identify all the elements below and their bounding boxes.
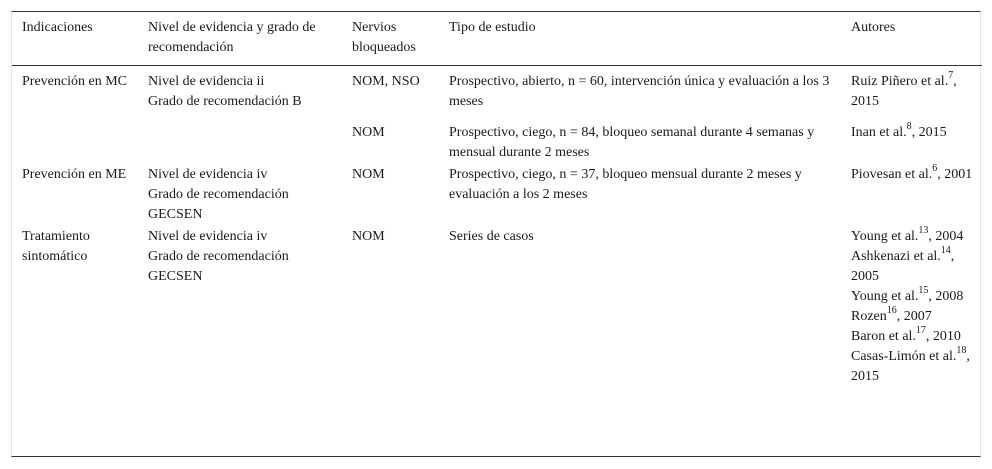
author-entry	[851, 247, 982, 287]
author-ref: 16	[886, 305, 897, 317]
author-year: , 2015	[911, 125, 947, 140]
author-name: Young et al.	[851, 229, 919, 244]
author-entry	[851, 327, 982, 347]
header-nivel: Nivel de evidencia y grado de recomendación	[138, 12, 342, 66]
cell-indicacion: Prevención en MC	[22, 74, 127, 89]
author-name: Ashkenazi et al.	[851, 249, 941, 264]
cell-autores	[841, 225, 982, 387]
author-name: Inan et al.	[851, 125, 907, 140]
header-autores: Autores	[841, 12, 982, 66]
author-ref: 18	[956, 345, 967, 357]
author-year: , 2001	[937, 167, 973, 182]
table-row	[12, 225, 982, 387]
cell-autores	[841, 66, 982, 113]
author-entry	[851, 227, 982, 247]
author-name: Ruiz Piñero et al.	[851, 74, 949, 89]
cell-nervios: NOM	[352, 229, 385, 244]
cell-tipo: Series de casos	[449, 229, 534, 244]
evidence-table	[12, 12, 982, 387]
author-year: , 2007	[896, 309, 932, 324]
cell-nervios: NOM, NSO	[352, 74, 420, 89]
nivel-evidencia: Nivel de evidencia ii	[148, 74, 265, 89]
author-ref: 15	[918, 285, 929, 297]
cell-nivel	[138, 225, 342, 387]
header-indicaciones: Indicaciones	[12, 12, 138, 66]
author-ref: 17	[915, 325, 926, 337]
cell-autores	[841, 163, 982, 225]
author-ref: 6	[932, 163, 938, 175]
grado-recomendacion: Grado de recomendación GECSEN	[148, 187, 289, 222]
cell-tipo: Prospectivo, ciego, n = 37, bloqueo mensual durante 2 meses y evaluación a los 2 meses	[449, 167, 802, 202]
grado-recomendacion: Grado de recomendación B	[148, 94, 302, 109]
cell-nervios: NOM	[352, 125, 385, 140]
table-row	[12, 112, 982, 163]
cell-nivel	[138, 163, 342, 225]
nivel-evidencia: Nivel de evidencia iv	[148, 167, 268, 182]
evidence-table-container	[11, 11, 981, 457]
cell-tipo: Prospectivo, abierto, n = 60, intervención única y evaluación a los 3 meses	[449, 74, 830, 109]
cell-nivel	[138, 112, 342, 163]
nivel-evidencia: Nivel de evidencia iv	[148, 229, 268, 244]
author-name: Young et al.	[851, 289, 919, 304]
cell-indicacion	[12, 112, 138, 163]
author-entry	[851, 287, 982, 307]
cell-indicacion: Prevención en ME	[22, 167, 127, 182]
author-ref: 13	[918, 225, 929, 237]
cell-autores	[841, 112, 982, 163]
author-entry	[851, 72, 982, 112]
cell-nivel	[138, 66, 342, 113]
author-ref: 7	[948, 70, 954, 82]
cell-indicacion: Tratamiento sintomático	[22, 229, 90, 264]
author-name: Casas-Limón et al.	[851, 349, 957, 364]
header-tipo: Tipo de estudio	[439, 12, 841, 66]
author-year: , 2005	[851, 249, 955, 284]
author-entry	[851, 307, 982, 327]
author-ref: 8	[906, 121, 912, 133]
author-year: , 2004	[928, 229, 964, 244]
author-ref: 14	[940, 245, 951, 257]
author-entry	[851, 165, 982, 185]
header-nervios: Nervios bloqueados	[342, 12, 439, 66]
cell-nervios: NOM	[352, 167, 385, 182]
author-year: , 2015	[851, 74, 957, 109]
header-row	[12, 12, 982, 66]
cell-tipo: Prospectivo, ciego, n = 84, bloqueo semanal durante 4 semanas y mensual durante 2 meses	[449, 125, 815, 160]
author-year: , 2015	[851, 349, 970, 384]
table-row	[12, 163, 982, 225]
author-year: , 2008	[928, 289, 964, 304]
author-year: , 2010	[925, 329, 961, 344]
table-row	[12, 66, 982, 113]
grado-recomendacion: Grado de recomendación GECSEN	[148, 249, 289, 284]
author-name: Piovesan et al.	[851, 167, 933, 182]
author-name: Rozen	[851, 309, 887, 324]
author-entry	[851, 347, 982, 387]
author-name: Baron et al.	[851, 329, 916, 344]
author-entry	[851, 123, 982, 143]
